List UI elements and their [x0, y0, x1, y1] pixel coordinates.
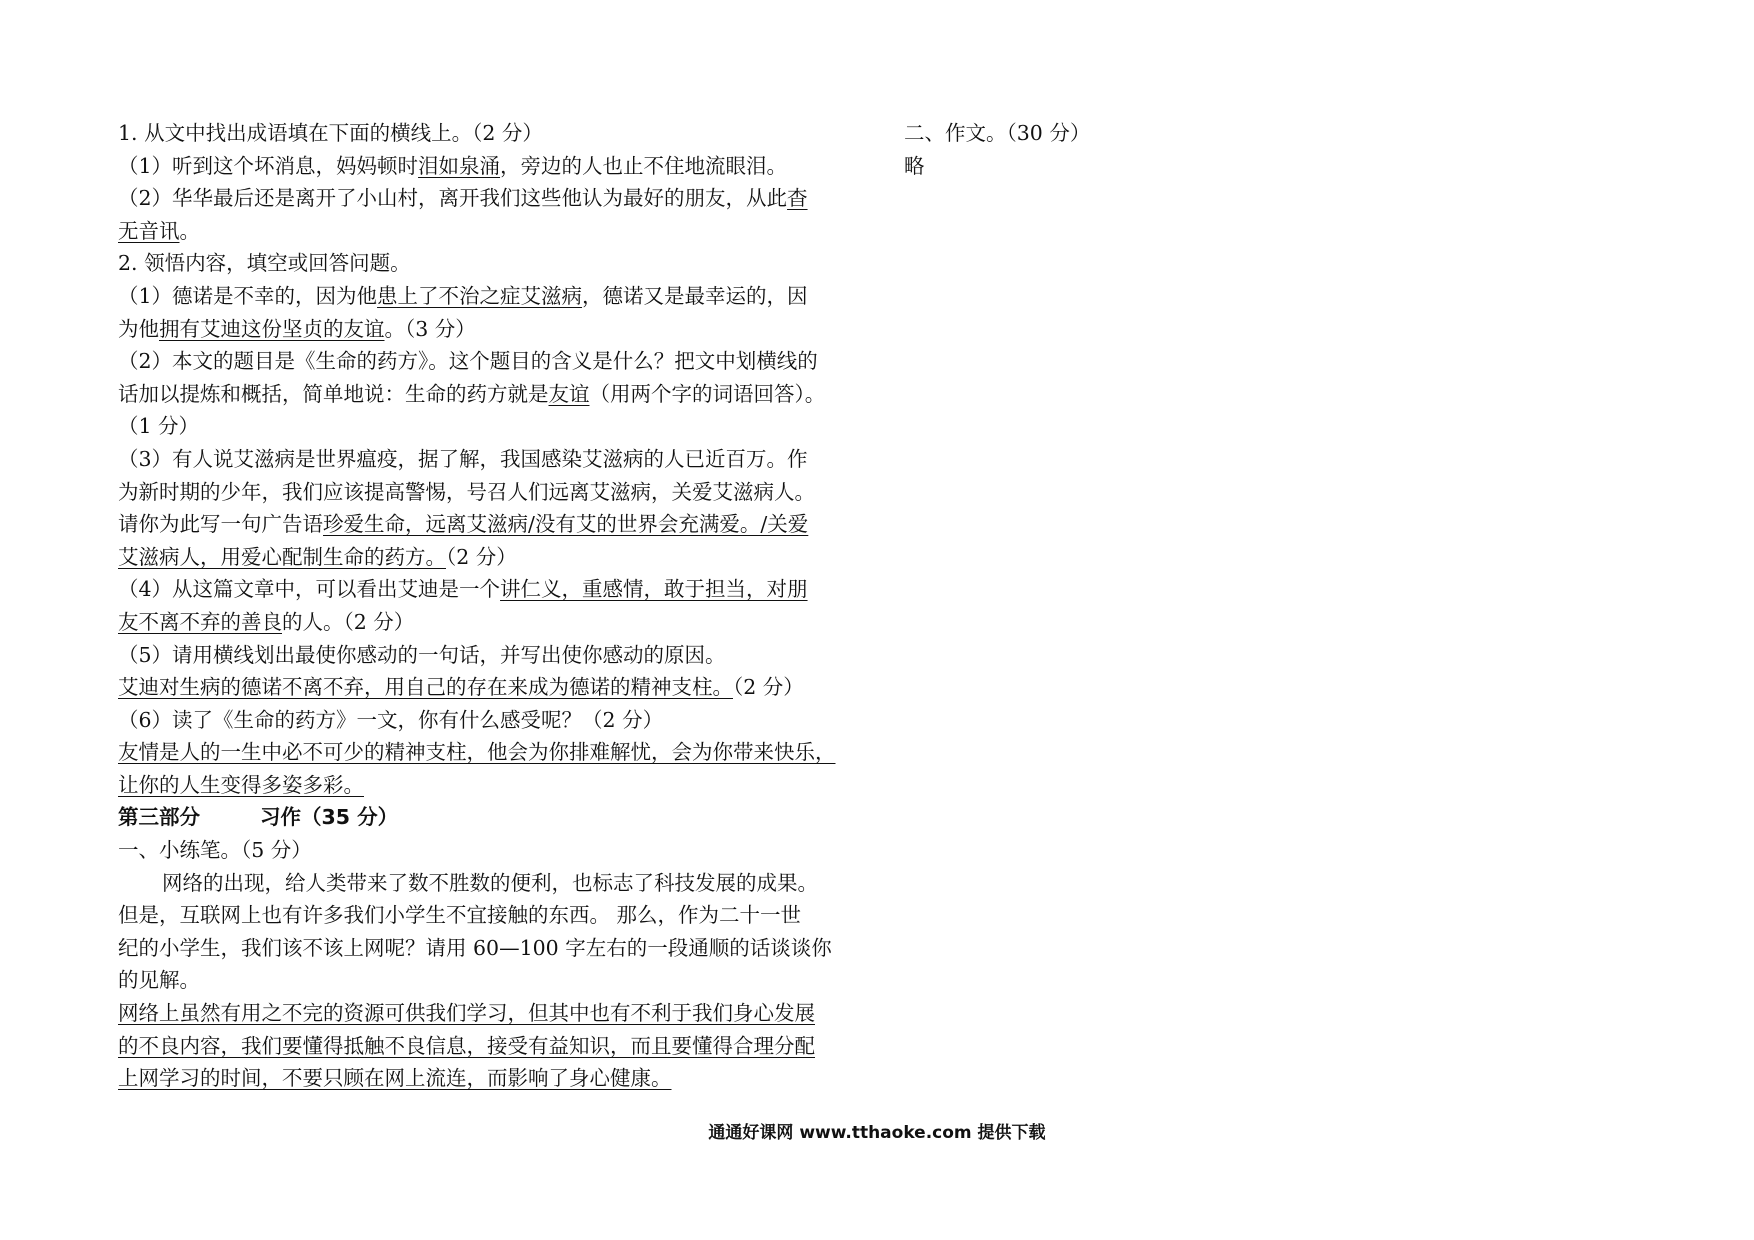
q1-sentence-2: （2）华华最后还是离开了小山村，离开我们这些他认为最好的朋友，从此杳 — [118, 186, 808, 211]
q2-part6-answer — [118, 736, 863, 769]
answer-blank: 友谊 — [548, 381, 590, 406]
q2-part2-cont: 话加以提炼和概括，简单地说：生命的药方就是友谊（用两个字的词语回答）。 — [118, 381, 826, 406]
q1-sentence-2-cont: 无音讯。 — [118, 218, 200, 243]
answer-blank: 友情是人的一生中必不可少的精神支柱，他会为你排难解忧，会为你带来快乐， — [118, 740, 836, 765]
part3-answer-l3: 上网学习的时间，不要只顾在网上流连，而影响了身心健康。 — [118, 1066, 672, 1091]
answer-blank: 让你的人生变得多姿多彩。 — [118, 772, 364, 797]
q1-sentence-1: （1）听到这个坏消息，妈妈顿时泪如泉涌，旁边的人也止不住地流眼泪。 — [118, 153, 788, 178]
part3-answer-l1: 网络上虽然有用之不完的资源可供我们学习，但其中也有不利于我们身心发展 — [118, 1001, 815, 1026]
q2-part1: （1）德诺是不幸的，因为他患上了不治之症艾滋病，德诺又是最幸运的，因 — [118, 283, 808, 308]
part3-sub1: 一、小练笔。（5 分） — [118, 838, 312, 863]
q1-title: 1. 从文中找出成语填在下面的横线上。（2 分） — [118, 121, 543, 145]
answer-blank: 友不离不弃的善良 — [118, 609, 282, 634]
answer-blank: 讲仁义，重感情，敢于担当，对朋 — [500, 577, 808, 602]
q2-title: 2. 领悟内容，填空或回答问题。 — [118, 251, 411, 276]
q2-part1-cont: 为他拥有艾迪这份坚贞的友谊。（3 分） — [118, 316, 476, 341]
answer-blank: 无音讯 — [118, 218, 180, 243]
answer-blank: 泪如泉涌 — [418, 153, 501, 178]
q2-part3-l2: 为新时期的少年，我们应该提高警惕，号召人们远离艾滋病，关爱艾滋病人。 — [118, 479, 815, 504]
part3-answer-l2: 的不良内容，我们要懂得抵触不良信息，接受有益知识，而且要懂得合理分配 — [118, 1033, 815, 1058]
part3-prompt-l1: 网络的出现，给人类带来了数不胜数的便利，也标志了科技发展的成果。 — [162, 870, 818, 895]
right-column — [904, 117, 1304, 182]
composition-title: 二、作文。（30 分） — [904, 121, 1091, 145]
q2-part6-answer-cont — [118, 769, 863, 802]
q2-part2: （2）本文的题目是《生命的药方》。这个题目的含义是什么？把文中划横线的 — [118, 349, 818, 374]
q2-part3-l4: 艾滋病人，用爱心配制生命的药方。（2 分） — [118, 544, 517, 569]
left-column — [118, 117, 863, 1095]
q2-part5: （5）请用横线划出最使你感动的一句话，并写出使你感动的原因。 — [118, 642, 726, 667]
answer-blank: 拥有艾迪这份坚贞的友谊 — [159, 316, 385, 341]
part3-heading: 第三部分 习作（35 分） — [118, 805, 399, 830]
composition-answer: 略 — [904, 153, 925, 178]
q2-part2-score: （1 分） — [118, 414, 200, 439]
part3-prompt-l4: 的见解。 — [118, 968, 200, 993]
answer-blank: 艾滋病人，用爱心配制生命的药方。 — [118, 544, 446, 569]
q2-part4-cont: 友不离不弃的善良的人。（2 分） — [118, 609, 415, 634]
answer-blank: 珍爱生命，远离艾滋病/没有艾的世界会充满爱。/关爱 — [323, 512, 809, 537]
answer-blank: 艾迪对生病的德诺不离不弃，用自己的存在来成为德诺的精神支柱。 — [118, 675, 733, 700]
q2-part4: （4）从这篇文章中，可以看出艾迪是一个讲仁义，重感情，敢于担当，对朋 — [118, 577, 808, 602]
part3-prompt-l3: 纪的小学生，我们该不该上网呢？请用 60—100 字左右的一段通顺的话谈谈你 — [118, 935, 832, 960]
page-footer: 通通好课网 www.tthaoke.com 提供下载 — [708, 1123, 1046, 1143]
part3-prompt-l2: 但是，互联网上也有许多我们小学生不宜接触的东西。 那么，作为二十一世 — [118, 903, 802, 928]
answer-blank: 杳 — [787, 186, 808, 211]
q2-part3-l3: 请你为此写一句广告语珍爱生命，远离艾滋病/没有艾的世界会充满爱。/关爱 — [118, 512, 809, 537]
q2-part3: （3）有人说艾滋病是世界瘟疫，据了解，我国感染艾滋病的人已近百万。作 — [118, 446, 808, 471]
q2-part6: （6）读了《生命的药方》一文，你有什么感受呢？（2 分） — [118, 707, 664, 732]
q2-part5-answer: 艾迪对生病的德诺不离不弃，用自己的存在来成为德诺的精神支柱。（2 分） — [118, 675, 804, 700]
answer-blank: 患上了不治之症艾滋病 — [377, 283, 583, 308]
